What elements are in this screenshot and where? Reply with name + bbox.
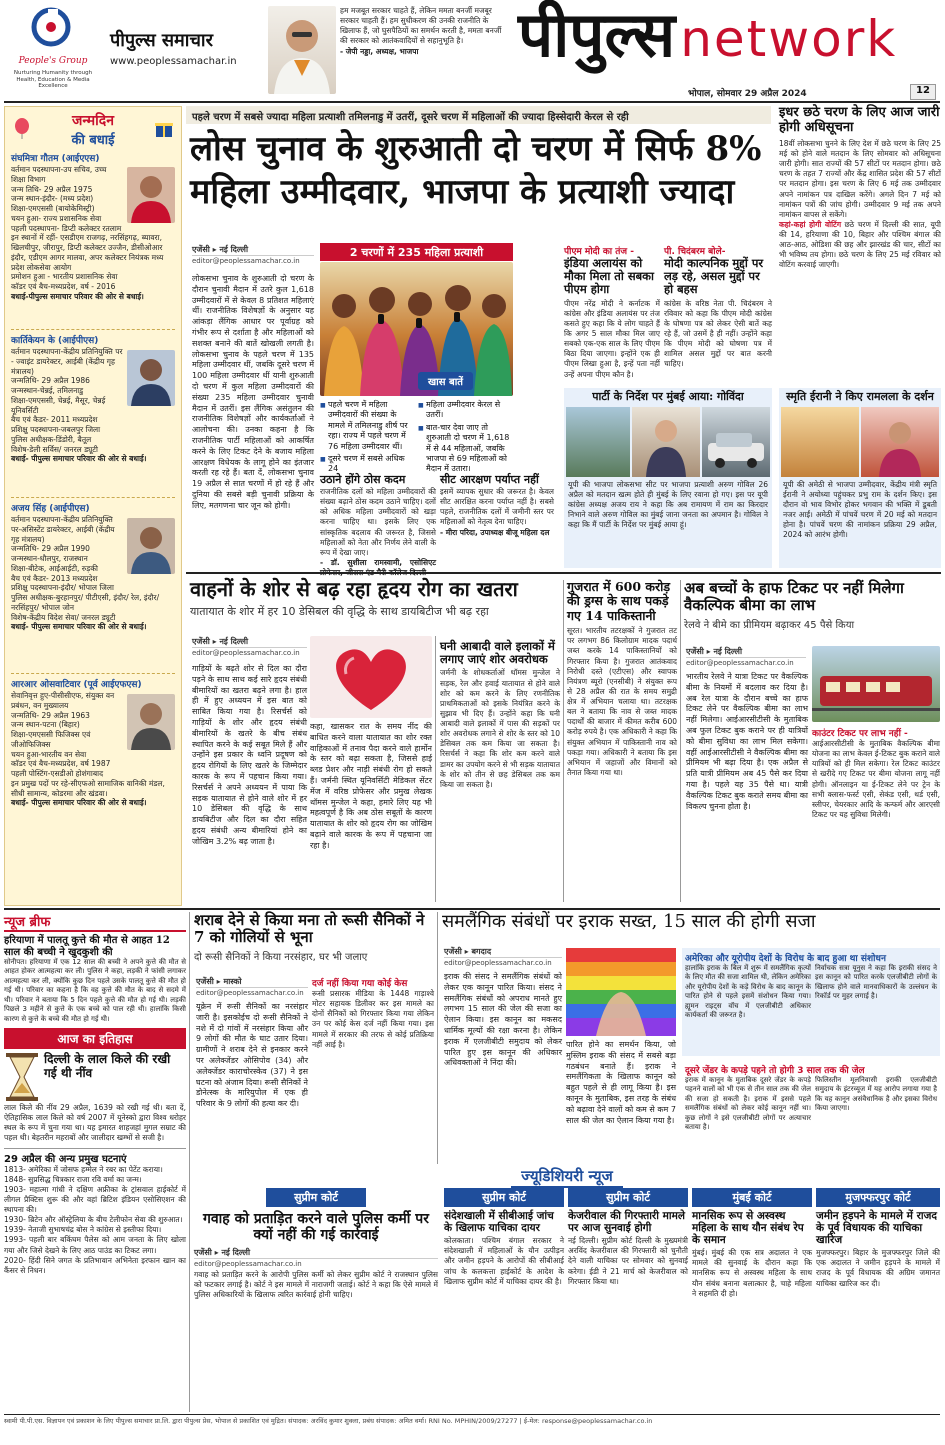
birthday-details-cont: [11, 574, 175, 633]
birthday-sidebar: [4, 106, 182, 906]
lead-sub-1-block: [320, 472, 436, 566]
heart-byline-block: [192, 636, 307, 662]
court-tag: सुप्रीम कोर्ट: [266, 1188, 366, 1207]
detail-line: विशेष-केंद्रीय विदेश सेवा/ जनरल ड्यूटी: [11, 612, 116, 622]
quote-author: - जेपी नड्डा, अध्यक्ष, भाजपा: [340, 46, 419, 56]
byline-location: मास्को: [223, 977, 242, 986]
lead-headline-2: महिला उम्मीदवार, भाजपा के प्रत्याशी ज्यादा: [190, 172, 735, 213]
detail-line: जन्मतिथि- 29 अप्रैल 1963: [11, 710, 90, 720]
smriti-photos: [779, 407, 941, 477]
iraq-box-1-cols: [685, 964, 937, 1021]
peoples-group-emblem: [26, 6, 76, 52]
detail-line: इन प्रमुख पदों पर रहे-सीएफओ सामाजिक वानिकी मंडल, सीधी सामान्य, कोडरमा और खंडवा।: [11, 778, 165, 798]
column-divider: [437, 912, 438, 1164]
detail-line: वर्तमान पदस्थापना-केंद्रीय प्रतिनियुक्ति पर - ज्वाइंट डायरेक्टर, आईबी (केंद्रीय गृह मंत्रालय): [11, 347, 123, 376]
byline-agency: एजेंसी: [192, 245, 210, 254]
lead-bullet: ■ महिला उम्मीदवार केरल से उतरीं।: [418, 400, 514, 421]
history-event: 1993- पहली बार बकिंघम पैलेस को आम जनता के लिए खोला गया और जिसे देखने के लिए आठ पाउंड का टिकट लगा।: [4, 1235, 186, 1255]
page-number: 12: [910, 84, 936, 100]
noise-headline: घनी आबादी वाले इलाकों में लगाए जाएं शोर अवरोधक: [440, 639, 555, 667]
detail-line: शिक्षा-एमएससी फिजिक्स एवं जीओफिजिक्स: [11, 730, 91, 749]
byline-location: नई दिल्ली: [219, 245, 249, 254]
news-brief: [4, 912, 186, 1024]
iraq-byline: एजेंसी ▸ बगदाद: [444, 947, 492, 956]
lead-sub-1-text: राजनीतिक दलों को महिला उम्मीदवारों की संख्या बढ़ाने ठोस कदम उठाने चाहिए। दलों को अधिक महिला उम्मीदवारों को खड़ा करना चाहिए था। इसके लिए एक सांस्कृतिक बदलाव की जरूरत है, जिससे महिलाओं को नेता और निर्णय लेने वाली के रूप में देखा जाए।: [320, 487, 436, 557]
birthday-photo: [127, 350, 175, 406]
child-ticket-headline: अब बच्चों के हाफ टिकट पर नहीं मिलेगा वैकल्पिक बीमा का लाभ: [684, 579, 904, 615]
russia-case-block: [312, 976, 434, 1162]
detail-line: वर्तमान पदस्थापना-केंद्रीय प्रतिनियुक्ति पर-असिस्टेंट डायरेक्टर, आईबी (केंद्रीय गृह मंत्रालय): [11, 515, 115, 544]
heart-photo: [310, 636, 432, 718]
counter-ticket-text: आईआरसीटीसी के मुताबिक वैकल्पिक बीमा योजना का लाभ केवल ई-टिकट बुक कराने वाले यात्रियों को ही मिल सकेगा। रेल टिकट काउंटर से खरीदे गए टिकट पर बीमा योजना लागू नहीं होगी। ऑनलाइन या ई-टिकट लेने पर ट्रेन के सभी क्लास-फर्स्ट एसी, सेकंड एसी, थर्ड एसी, स्लीपर, चेयरकार आदि के कन्फर्म और आरएसी टिकट पर यह सुविधा मिलेगी।: [812, 739, 940, 819]
child-byline-block: [686, 646, 806, 668]
byline-agency: एजेंसी: [686, 647, 704, 656]
police-byline: एजेंसी ▸ नई दिल्ली: [194, 1248, 251, 1258]
heart-email: editor@peoplessamachar.co.in: [192, 647, 307, 657]
detail-line: इन स्थानों में रहीं- एसडीएम राजगढ़, नरसिंहगढ़, ब्यावरा, खिलचीपुर, जीरापुर, डिप्टी कलेक्टर उज्जैन, डीसीओआर इंदौर, एडीएम आगर मालवा, अपर कलेक्टर नियंत्रक मध्य प्रदेश लोकसेवा आयोग: [11, 233, 164, 272]
portrait-illustration: [268, 6, 336, 94]
detail-line: शिक्षा-बीटेक, आईआईटी, रुड़की: [11, 563, 98, 573]
police-email: editor@peoplessamachar.co.in: [194, 1258, 438, 1268]
brand-name: People's Group: [18, 56, 88, 66]
pride-photo: [566, 948, 676, 1036]
russia-headline-block: [194, 912, 434, 974]
russia-body-2: रूसी प्रसारक मीडिया के 1448 गाड़ाश्वे मोटर सहायक डिलीवर कर इस मामले का दोनों सैनिकों को गिरफ्तार किया गया लेकिन उन पर कोई केस दर्ज नहीं किया गया। इस मामले में सरकार की तरफ से कोई प्रतिक्रिया नहीं आई है।: [312, 989, 434, 1049]
person-portrait-icon: [127, 694, 175, 750]
birthday-card: [11, 673, 175, 873]
detail-line: पहली पोस्टिंग-एसडीओ होशंगाबाद: [11, 769, 104, 778]
child-body: भारतीय रेलवे ने यात्रा टिकट पर वैकल्पिक बीमा के नियमों में बदलाव कर दिया है। अब रेल यात्रा के दौरान बच्चे का हाफ टिकट लेने पर वैकल्पिक बीमा का लाभ नहीं मिलेगा। आईआरसीटीसी के मुताबिक अब फुल टिकट बुक कराने पर ही यात्रियों को बीमा सुविधा का लाभ मिल सकेगा। वहीं आईआरसीटीसी ने वैकल्पिक बीमा का प्रीमियम भी बढ़ा दिया है। एक अप्रैल से प्रति यात्री प्रीमियम अब 45 पैसे कर दिया गया है। पहले यह 35 पैसे था। यात्री वैकल्पिक टिकट बुक कराते समय बीमा का विकल्प चुनना होता है।: [686, 672, 808, 811]
kejriwal-headline: केजरीवाल की गिरफ्तारी मामले पर आज सुनवाई होगी: [568, 1210, 685, 1235]
drugs-story: [567, 580, 677, 902]
history-section: [4, 1028, 186, 1410]
birthday-photo: [127, 694, 175, 750]
drugs-text: सूरत। भारतीय तटरक्षकों ने गुजरात तट पर लगभग 86 किलोग्राम मादक पदार्थ जब्त करके 14 पाकिस्तानियों को गिरफ्तार किया है। गुजरात आतंकवाद निरोधी दस्ते (एटीएस) और स्वापक नियंत्रण ब्यूरो (एनसीबी) ने संयुक्त रूप से 28 अप्रैल की रात के समय समुद्री क्षेत्र में अभियान चलाया था। तटरक्षक बल ने बताया कि नाव से जब्त मादक पदार्थों की बाजार में कीमत करीब 600 करोड़ रुपये है। एक अधिकारी ने कहा कि संयुक्त अभियान में पाकिस्तानी नाव को पकड़ा गया। अधिकारी ने बताया कि इस अभियान में जहाजों और विमानों को तैनात किया गया था।: [567, 626, 677, 777]
child-ticket-sub: रेलवे ने बीमे का प्रीमियम बढ़ाकर 45 पैसे किया: [684, 619, 855, 631]
lead-bullet: ■ दूसरे चरण में सबसे अधिक 24: [320, 454, 416, 475]
website: www.peoplessamachar.in: [110, 56, 237, 67]
hourglass-icon: [4, 1053, 40, 1101]
smriti-photo-1: [781, 407, 859, 477]
govil-photos: [564, 407, 772, 477]
govil-photo-2: [632, 407, 700, 477]
lead-sub-2-text: इसमें व्यापक सुधार की जरूरत है। केवल सीट आरक्षित करना पर्याप्त नहीं है। सबसे पहले, राजनीतिक दलों में जमीनी स्तर पर महिलाओं को नेतृत्व देना चाहिए।: [440, 487, 554, 527]
heart-headline: वाहनों के शोर से बढ़ रहा हृदय रोग का खतरा: [190, 577, 518, 601]
birthday-photo: [127, 518, 175, 574]
detail-line: चयन हुआ-भारतीय वन सेवा: [11, 749, 87, 759]
lead-byline-block: [192, 244, 314, 270]
iraq-box-2-cols: [685, 1076, 937, 1133]
masthead-rule: [4, 101, 940, 103]
smriti-headline: स्मृति ईरानी ने किए रामलला के दर्शन: [786, 390, 934, 403]
detail-line: जन्मतिथि- 29 अप्रैल 1986: [11, 376, 90, 386]
iraq-box-1-text: हालांकि इराक के बिल में शुरू में समलैंगिक कृत्यों के लिए मौत की सजा शामिल थी, लेकिन अमेरिका और यूरोपीय देशों के कड़े विरोध के बाद कानून के पारित होने से पहले इसमें संशोधन किया गया। ह्यूमन राइट्स वॉच में एलजीबीटी अधिकार कार्यकर्ता की जरूरत है।: [685, 964, 811, 1020]
judiciary-banner: ज्यूडिशियरी न्यूज: [511, 1166, 622, 1188]
judiciary-kejriwal: [568, 1188, 688, 1410]
iraq-body: इराक की संसद ने समलैंगिक संबंधों को लेकर एक कानून पारित किया। संसद ने समलैंगिक संबंधों को अपराध मानते हुए लगभग 15 साल की जेल की सजा का ऐलान किया। इस कानून का मकसद धार्मिक मूल्यों की रक्षा करना है। लेकिन इराक में एलजीबीटी समुदाय को लेकर पारित हुए इस कानून की अधिकार अधिवक्ताओं ने निंदा की।: [444, 972, 562, 1068]
iraq-box-2-head: दूसरे जेंडर के कपड़े पहने तो होगी 3 साल तक की जेल: [685, 1066, 865, 1076]
court-tag: सुप्रीम कोर्ट: [568, 1188, 688, 1207]
iraq-email: editor@peoplessamachar.co.in: [444, 957, 562, 967]
court-tag: सुप्रीम कोर्ट: [444, 1188, 564, 1207]
lead-bullet: ■ बात-चार देवा जाए तो शुरुआती दो चरण में 1,618 में से 44 महिलाओं, जबकि भाजपा से 69 महिलाओं को मैदान में उतारा।: [418, 423, 514, 475]
russia-headline: शराब देने से किया मना तो रूसी सैनिकों ने 7 को गोलियों से भूना: [194, 911, 425, 947]
column-divider: [435, 636, 436, 902]
heart-headline-block: [190, 578, 560, 634]
women-voters-illustration: [320, 262, 513, 396]
birthday-details-cont: [11, 214, 175, 302]
top-band: पहले चरण में सबसे ज्यादा महिला प्रत्याशी तमिलनाडु में उतरीं, दूसरे चरण में महिलाओं की ज्यादा हिस्सेदारी केरल से रही: [186, 106, 771, 124]
heart-sub: यातायात के शोर में हर 10 डेसिबल की वृद्धि के साथ डायबिटीज भी बढ़ रहा: [190, 605, 489, 618]
detail-line: पहली पदस्थापना- डिप्टी कलेक्टर रतलाम: [11, 223, 122, 233]
lead-bullets-left: [320, 400, 416, 476]
iraq-box-1: [682, 948, 940, 1056]
lead-email: editor@peoplessamachar.co.in: [192, 255, 314, 265]
byline-location: बगदाद: [471, 947, 492, 956]
heart-body-2: कहा, खासकर रात के समय नींद की बाधित करने वाला यातायात का शोर रक्त वाहिकाओं में तनाव पैदा करने वाले हार्मोन के स्तर को बढ़ा सकता है, जिससे हाई ब्लड प्रेशर और नाड़ी संबंधी रोग हो सकते हैं। जर्मनी स्थित यूनिवर्सिटी मेडिकल सेंटर मेंज में वरिष्ठ प्रोफेसर और प्रमुख लेखक थॉमस मुन्जेल ने कहा, हमारे लिए यह भी महत्वपूर्ण है कि अब ठोस सबूतों के कारण यातायात के शोर को हृदय रोग का जोखिम बढ़ाने वाले कारक के रूप में पहचाना जा रहा है।: [310, 722, 432, 850]
pm-tag: पीएम मोदी का तंज -: [564, 247, 634, 257]
noise-text: जर्मनी के शोधकर्ताओं थॉमस मुन्जेल ने सड़क, रेल और हवाई यातायात से होने वाले शोर को कम करने के लिए रणनीतिक प्राथमिकताओं को इसके नियंत्रित करने के सुझाव भी दिए हैं। उन्होंने कहा कि घनी आबादी वाले इलाकों में पास की सड़कों पर शोर अवरोधक लगाने से शोर के स्तर को 10 डेसिबल तक कम किया जा सकता है। रिसर्चर्स ने कहा कि शोर कम करने वाले डामर का उपयोग करने से भी सड़क यातायात के शोर को तीन से छह डेसिबल तक कम किया जा सकता है।: [440, 668, 560, 789]
rainbow-hands-icon: [566, 948, 676, 1036]
detail-line: शिक्षा-एमएससी, चेन्नई, मैसूर, चेन्नई यूनिवर्सिटी: [11, 395, 106, 415]
detail-line: कॉडर एवं बैच-मध्यप्रदेश, वर्ष 1987: [11, 759, 111, 769]
detail-line: बैच एवं कैडर- 2013 मध्यप्रदेश: [11, 573, 98, 583]
birthday-list: [5, 151, 181, 873]
pm-story: [564, 244, 660, 386]
byline-agency: एजेंसी: [444, 947, 462, 956]
history-event: 1813- अमेरिका में जोसफ हम्मेल ने रबर का पेटेंट कराया।: [4, 1164, 163, 1174]
lead-sub-2-credit: - मीरा परिदा, उपाध्यक्ष बीजू महिला दल: [440, 527, 550, 537]
person-portrait-icon: [127, 350, 175, 406]
counter-ticket-block: [812, 726, 940, 902]
detail-line: शिक्षा-एमएससी (बायोकेमिस्ट्री): [11, 204, 95, 213]
column-divider: [189, 912, 190, 1412]
iraq-body-2: पारित होने का समर्थन किया, जो मुस्लिम इराक की संसद में सबसे बड़ा गठबंधन बनाते हैं। इराक ने समलैंगिकता के खिलाफ कानून को बहुत पहले से ही लागू किया है। इस कानून के मुताबिक, इस तरह के संबंध को बढ़ावा देने वालों को कम से कम 7 साल की जेल का ऐलान किया गया है।: [566, 1040, 676, 1125]
birthday-wish: बधाई- पीपुल्स समाचार परिवार की ओर से बधाई।: [11, 454, 147, 464]
imprint-footer: स्वामी पी.पी.एस. विज्ञापन एवं प्रकाशन के लिए पीपुल्स समाचार प्रा.लि. द्वारा पीपुल्स प्रेस, भोपाल से प्रकाशित एवं मुद्रित। संपादक: अरविंद कुमार शुक्ला, प्रबंध संपादक: अमित वर्मा। RNI No. MPHIN/2009/27277 | ई-मेल: response@peoplessamachar.co.in: [4, 1417, 653, 1425]
iraq-box-2: [682, 1060, 940, 1164]
phase-six-sub: कहां-कहां होगी वोटिंग: [779, 219, 842, 229]
court-tag: मुंबई कोर्ट: [692, 1188, 812, 1207]
quote-author-photo: [268, 6, 336, 94]
birthday-card: [11, 497, 175, 673]
iraq-byline-block: [444, 946, 562, 968]
history-event: 1848- सुप्रसिद्ध चित्रकार राजा रवि वर्मा का जन्म।: [4, 1174, 142, 1184]
chidambaram-text: कांग्रेस के वरिष्ठ नेता पी. चिदंबरम ने रविवार को कहा कि पीएम मोदी कांग्रेस के घोषणा पत्र को लेकर ऐसी बातें कह रहे हैं, जो उसमें है ही नहीं। उन्होंने कहा कि पीएम मोदी को घोषणा पत्र में शामिल असल मुद्दों पर बात करनी चाहिए।: [664, 298, 772, 369]
birthday-wish: बधाई- पीपुल्स समाचार परिवार की ओर से बधाई।: [11, 798, 147, 808]
detail-line: प्रशिक्षु पदस्थापना-इंदौर/ भोपाल जिला: [11, 583, 114, 593]
cbi-headline: संदेशखाली में सीबीआई जांच के खिलाफ याचिका दायर: [444, 1210, 554, 1235]
lead-sub-2-block: [440, 472, 554, 566]
lead-photo: [320, 262, 513, 396]
history-heading: आज का इतिहास: [4, 1028, 186, 1049]
birthday-person-name: संघमित्रा गौतम (आईएएस): [11, 154, 100, 164]
detail-line: बैच एवं कैडर- 2011 मध्यप्रदेश: [11, 415, 98, 425]
news-brief-headline: हरियाणा में पालतू कुत्ते की मौत से आहत 12 साल की बच्ची ने खुदकुशी की: [4, 935, 170, 958]
detail-line: प्रमोशन हुआ - भारतीय प्रशासनिक सेवा: [11, 272, 118, 282]
masthead-title: [518, 0, 938, 86]
birthday-heading: [5, 107, 181, 151]
russia-byline-block: [196, 976, 308, 998]
iraq-headline: समलैंगिक संबंधों पर इराक सख्त, 15 साल की होगी सजा: [442, 911, 816, 932]
judiciary-mumbai: [692, 1188, 812, 1410]
birthday-details-cont: [11, 415, 175, 464]
detail-line: कॉडर एवं बैच-मध्यप्रदेश, वर्ष - 2016: [11, 282, 116, 291]
section-rule: [186, 572, 941, 574]
child-ticket-headline-block: [684, 580, 940, 642]
birthday-person-name: कार्तिकेयन के (आईपीएस): [11, 336, 99, 346]
chidambaram-story: [664, 244, 772, 386]
car-icon: [702, 407, 770, 477]
muzaffarpur-headline: जमीन हड़पने के मामले में राजद के पूर्व विधायक की याचिका खारिज: [816, 1210, 937, 1247]
detail-line: जन्म स्थान-पटना (बिहार): [11, 720, 80, 730]
govil-text: यूपी की भाजपा लोकसभा सीट पर भाजपा प्रत्याशी अरुण गोविल 26 अप्रैल को मतदान खत्म होते ही मुंबई के लिए रवाना हो गए। इस पर यूपी कांग्रेस अध्यक्ष अजय राय ने कहा कि अब रामायण में राम का किरदार निभाने वाले अरुण गोविल का मुंबई जाना जनता का अपमान है। गोविल ने कहा कि मैं पार्टी के निर्देश पर मुंबई आया हूं।: [568, 479, 768, 530]
drugs-headline: गुजरात में 600 करोड़ की ड्रग्स के साथ पकड़े गए 14 पाकिस्तानी: [567, 579, 671, 623]
judiciary-banner-block: [194, 1166, 940, 1186]
iraq-box-2-text: इराक में कानून के मुताबिक दूसरे जेंडर के कपड़े पहनने वालों को भी एक से तीन साल तक की जेल की सजा हो सकती है। इराक में इससे पहले समलैंगिक संबंधों को लेकर कोई कानून नहीं था। कुछ लोगों ने इसे एलजीबीटी लोगों पर अत्याचार बताया है।: [685, 1076, 811, 1132]
footer-rule: [4, 1414, 940, 1415]
birthday-details-cont: [11, 750, 175, 809]
iraq-box-1-head: अमेरिका और यूरोपीय देशों के विरोध के बाद हुआ था संशोधन: [685, 954, 886, 964]
russia-email: editor@peoplessamachar.co.in: [196, 987, 308, 997]
detail-line: वर्तमान पदस्थापना-उप सचिव, उच्च शिक्षा विभाग: [11, 165, 107, 184]
history-event: 1903- महात्मा गांधी ने दक्षिण अफ्रीका के ट्रांसवाल हाईकोर्ट में लीगल प्रैक्टिस शुरू की और वहां ब्रिटिश इंडियन एसोसिएशन की स्थापना की।: [4, 1184, 186, 1214]
govil-box: [564, 388, 772, 568]
russia-byline: एजेंसी ▸ मास्को: [196, 977, 242, 986]
judiciary-police: [194, 1188, 438, 1410]
govil-headline: पार्टी के निर्देश पर मुंबई आया: गोविंदा: [592, 390, 744, 403]
phase-six-story: [779, 106, 941, 398]
child-email: editor@peoplessamachar.co.in: [686, 657, 806, 667]
column-divider: [563, 580, 564, 902]
lead-photo-caption: खास बातें: [418, 372, 473, 390]
byline-location: नई दिल्ली: [219, 637, 249, 646]
detail-line: जन्मस्थान-चेन्नई, तमिलनाडु: [11, 386, 84, 395]
court-tag: मुजफ्फरपुर कोर्ट: [816, 1188, 940, 1207]
govil-photo-3: [702, 407, 770, 477]
smriti-photo-2: [861, 407, 939, 477]
iraq-headline-block: [442, 912, 940, 946]
lead-headline: [190, 130, 770, 240]
train-photo: [812, 646, 940, 722]
russia-sub-2: दर्ज नहीं किया गया कोई केस: [312, 979, 408, 989]
smriti-box: [779, 388, 941, 568]
birthday-person-name: अजय सिंह (आईपीएस): [11, 504, 90, 514]
kejriwal-text: नई दिल्ली। सुप्रीम कोर्ट दिल्ली के मुख्यमंत्री अरविंद केजरीवाल की गिरफ्तारी को चुनौती देने वाली याचिका पर सोमवार को सुनवाई करेगा। ईडी ने 21 मार्च को केजरीवाल को गिरफ्तार किया था।: [568, 1236, 688, 1286]
counter-ticket-head: काउंटर टिकट पर लाभ नहीं -: [812, 729, 908, 739]
birthday-heading-top: जन्मदिन: [71, 113, 115, 129]
history-headline: दिल्ली के लाल किले की रखी गई थी नींव: [44, 1052, 171, 1080]
birthday-card: [11, 151, 175, 329]
russia-body: यूक्रेन में रूसी सैनिकों का नरसंहार जारी है। इसकोईच दो रूसी सैनिकों ने नशे में दो गांवों में नरसंहार किया और 9 लोगों की मौत के घाट उतार दिया। ग्रामीणों ने शराब देने से इनकार करने पर अलेक्जेंडर ओसिपोव (34) और अलेक्जेंडर काराचोरस्केव (37) ने इस घटना को अंजाम दिया। रूसी सैनिकों ने डोनेत्स्क के मारियुपोल में एक ही परिवार के 9 लोगों की हत्या कर दी।: [196, 1002, 308, 1109]
birthday-wish: बधाई-पीपुल्स समाचार परिवार की ओर से बधाई।: [11, 291, 144, 301]
gift-icon: [153, 117, 175, 139]
news-brief-heading: न्यूज ब्रीफ: [4, 912, 186, 932]
detail-line: पुलिस अधीक्षक-डिंडोरी, बैतूल: [11, 434, 92, 444]
lead-sub-2: सीट आरक्षण पर्याप्त नहीं: [440, 473, 539, 486]
iraq-box-1-text-2: निर्वाचक सत्रा यूनुस ने कहा कि इराकी संसद ने इस कानून को पारित करके एलजीबीटी लोगों के खिलाफ होने वाले मानवाधिकारों के उल्लंघन के रिकॉर्ड पर मुहर लगाई है।: [815, 964, 937, 1001]
byline-location: नई दिल्ली: [221, 1248, 251, 1258]
column-divider: [680, 580, 681, 902]
lead-sub-1: उठाने होंगे ठोस कदम: [320, 473, 406, 486]
lead-byline: एजेंसी ▸ नई दिल्ली: [192, 245, 249, 254]
lead-headline-1: लोस चुनाव के शुरुआती दो चरण में सिर्फ 8%: [190, 129, 762, 169]
detail-line: प्रशिक्षु पदस्थापना-जबलपुर जिला: [11, 425, 101, 434]
section-rule: [4, 908, 940, 910]
byline-agency: एजेंसी: [194, 1248, 212, 1258]
pm-text: पीएम नरेंद्र मोदी ने कर्नाटक में कांग्रेस और इंडिया अलायंस पर तंज कसते हुए कहा कि ये लोग चाहते हैं कि अगर 5 साल मौका मिल जाए सबको एक-एक साल के लिए पीएम बिठा दिया जाएगा। इन्होंने एक ही पीएम लिखा हुआ है, इन्हें पता नहीं उन्हें अपना पीएम कौन है।: [564, 298, 660, 379]
paper-name-block: [110, 28, 270, 88]
lead-body: लोकसभा चुनाव के शुरुआती दो चरण के दौरान चुनावी मैदान में उतरे कुल 1,618 उम्मीदवारों में से केवल 8 प्रतिशत महिलाएं थीं। राजनीतिक विशेषज्ञों के अनुसार यह आंकड़ा लैंगिक आधार पर पूर्वाग्रह को गंभीर रूप से दर्शाता है और महिलाओं को सशक्त बनाने की बातें खोखली लगती है। लोकसभा चुनाव के पहले चरण में 135 महिला उम्मीदवार थीं, जबकि दूसरे चरण में 100 महिला उम्मीदवार थीं यानी शुरुआती दो चरण में कुल महिला उम्मीदवारों की संख्या 235 महिला उम्मीदवार चुनावी मैदान में उतरीं। इस लैंगिक असंतुलन की राजनीतिक विशेषज्ञों और कार्यकर्ताओं ने आलोचना की। उनका कहना है कि राजनीतिक पार्टी महिलाओं को आकर्षित करने के लिए टिकट देने के बजाय महिला आरक्षण विधेयक के लागू होने का इंतजार करती रह रहे हैं। बता दें, लोकसभा चुनाव 19 अप्रैल से सात चरणों में हो रहे हैं और दुनिया की सबसे बड़ी चुनावी प्रक्रिया के लिए, मतगणना चार जून को होगी।: [192, 274, 314, 510]
detail-line: चयन हुआ- राज्य प्रशासनिक सेवा: [11, 213, 102, 223]
history-event: 1939- नेताजी सुभाषचंद्र बोस ने कांग्रेस से इस्तीफा दिया।: [4, 1225, 162, 1235]
detail-line: पुलिस अधीक्षक-बुरहानपुर/ पीटीएसी, इंदौर/ रेल, इंदौर/ नरसिंहपुर/ भोपाल जोन: [11, 593, 160, 612]
byline-agency: एजेंसी: [192, 637, 210, 646]
birthday-heading-bottom: की बधाई: [71, 133, 115, 148]
train-icon: [812, 646, 940, 722]
russia-sub: दो रूसी सैनिकों ने किया नरसंहार, घर भी जलाए: [194, 951, 368, 963]
detail-line: विशेष-डेली सर्विस/ जनरल ड्यूटी: [11, 444, 98, 454]
chidambaram-tag: पी. चिदंबरम बोले-: [664, 247, 726, 257]
lead-bullets-right: [418, 400, 514, 476]
peoples-group-logo: [4, 6, 102, 100]
title-hindi: पीपुल्स: [518, 0, 676, 71]
news-brief-text: सोनीपत। हरियाणा में एक 12 साल की बच्ची ने अपने कुत्ते की मौत से आहत होकर आत्महत्या कर ली। पुलिस ने कहा, लड़की ने फांसी लगाकर आत्महत्या कर ली, क्योंकि कुछ दिन पहले उसके पालतू कुत्ते की मौत हो गई थी। परिवार का कहना है कि वह कुत्ते की मौत के बाद से सदमे में थी। परिवार ने बताया कि 5 दिन पहले कुत्ते की मौत हो गई थी। लड़की पिछले 3 महीने से कुत्ते के एक बच्चे को पाल रही थी। हालांकि किसी कारण से कुत्ते के बच्चे की मौत हो गई थी।: [4, 958, 186, 1023]
quote-text: हम मजबूत सरकार चाहते हैं, लेकिन ममता बनर्जी मजबूर सरकार चाहती हैं। हम सुधीकरण की उनकी राजनीति के खिलाफ हैं, जो घुसपैठियों का समर्थन करती है, ममता बनर्जी की सरकार को आतंकवादियों से सहानुभूति है।: [340, 6, 502, 46]
phase-six-sub-text: छठे चरण में दिल्ली की सात, यूपी की 14, हरियाणा की 10, बिहार और पश्चिम बंगाल की आठ-आठ, ओडिशा की छह और झारखंड की चार, सीटों का भी भविष्य तय होगा। छठे चरण के लिए 25 मई रविवार को वोटिंग करवाई जाएगी।: [779, 219, 942, 270]
detail-line: जन्म तिथि- 29 अप्रैल 1975: [11, 184, 93, 194]
history-events: [4, 1165, 186, 1276]
history-event: 2020- हिंदी सिने जगत के प्रतिभावान अभिनेता इरफान खान का कैंसर से निधन।: [4, 1255, 186, 1275]
quote-block: [340, 6, 508, 96]
lead-photo-banner: 2 चरणों में 235 महिला प्रत्याशी: [320, 243, 513, 261]
muzaffarpur-text: मुजफ्फरपुर। बिहार के मुजफ्फरपुर जिले की एक अदालत ने जमीन हड़पने के मामले में राजद के पूर्व विधायक की अग्रिम जमानत याचिका खारिज कर दी।: [816, 1248, 940, 1288]
noise-story: [440, 640, 560, 902]
heart-body: गाड़ियों के बढ़ते शोर से दिल का दौरा पड़ने के साथ साथ कई सारे हृदय संबंधी बीमारियों का खतरा बढ़ने लगा है। हाल ही में हुए अध्ययन में इस बात को साबित किया गया है। रिसर्चर्स को गाड़ियों के शोर और हृदय संबंधी बीमारियों के खतरे के बीच संबंध स्थापित करने के कई सबूत मिले हैं और उन्होंने इस प्रकार के ध्वनि प्रदूषण को हृदय रोगियों के लिए खतरे के जिम्मेदार कारक के रूप में पहचान किया गया। रिसर्चर्स ने अपने अध्ययन में पाया कि सड़क यातायात से होने वाले शोर में हर 10 डेसिबल की वृद्धि के साथ डायबिटीज और दिल का दौरा सहित हृदय संबंधी अन्य बीमारियां होने का जोखिम 3.2% बढ़ जाता है।: [192, 664, 307, 846]
brand-tagline: Nurturing Humanity through Health, Education & Media Excellence: [13, 70, 93, 90]
iraq-box-2-text-2: फिलिस्तीन मूलनिवासी इराकी एलजीबीटी समुदाय के इंटरव्यूज में यह आरोप लगाया गया है कि यह कानून असंवैधानिक है और इसका विरोध किया जाएगा।: [815, 1076, 937, 1113]
person-portrait-icon: [632, 407, 700, 477]
detail-line: जन्म स्थान-इंदौर- (मध्य प्रदेश): [11, 194, 94, 204]
paper-name-small: पीपुल्स समाचार: [110, 30, 213, 51]
birthday-person-name: आरआर ओसवाटिवार (पूर्व आईएफएस): [11, 680, 142, 690]
mumbai-headline: मानसिक रूप से अस्वस्थ महिला के साथ यौन संबंध रेप के समान: [692, 1210, 804, 1247]
lead-bullet: ■ पहले चरण में महिला उम्मीदवारों की संख्या के मामले में तमिलनाडु शीर्ष पर रहा। राज्य में पहले चरण में 76 महिला उम्मीदवार थीं।: [320, 400, 416, 452]
byline-agency: एजेंसी: [196, 977, 214, 986]
judiciary-cbi: [444, 1188, 564, 1410]
birthday-card: [11, 329, 175, 497]
cbi-text: कोलकाता। पश्चिम बंगाल सरकार ने संदेशखाली में महिलाओं के यौन उत्पीड़न और जमीन हड़पने के आरोपों की सीबीआई जांच के कलकत्ता हाईकोर्ट के आदेश के खिलाफ सुप्रीम कोर्ट में याचिका दायर की है।: [444, 1236, 564, 1286]
police-headline: गवाह को प्रताड़ित करने वाले पुलिस कर्मी पर क्यों नहीं की गई कार्रवाई: [202, 1211, 429, 1244]
chidambaram-headline: मोदी काल्पनिक मुद्दों पर लड़ रहे, असल मुद्दों पर हो बहस: [664, 256, 764, 297]
dateline: भोपाल, सोमवार 29 अप्रैल 2024: [688, 89, 807, 99]
history-event: 1930- ब्रिटेन और ऑस्ट्रेलिया के बीच टेलीफोन सेवा की शुरुआत।: [4, 1215, 183, 1225]
byline-location: नई दिल्ली: [713, 647, 743, 656]
pm-headline: इंडिया अलायंस को मौका मिला तो सबका पीएम होगा: [564, 256, 654, 297]
heart-icon: [310, 636, 432, 718]
phase-six-more: [779, 220, 941, 271]
govil-photo-1: [566, 407, 630, 477]
judiciary-muzaffarpur: [816, 1188, 940, 1410]
detail-line: जन्मस्थान-धौलपुर, राजस्थान: [11, 554, 88, 563]
birthday-wish: बधाई- पीपुल्स समाचार परिवार की ओर से बधाई।: [11, 622, 147, 632]
child-byline: एजेंसी ▸ नई दिल्ली: [686, 647, 743, 656]
person-portrait-icon: [127, 518, 175, 574]
balloon-icon: [11, 117, 33, 139]
history-text: लाल किले की नींव 29 अप्रैल, 1639 को रखी गई थी। बता दें, ऐतिहासिक लाल किले को वर्ष 2007 में यूनेस्को द्वारा विश्व धरोहर स्थल के रूप में चुना गया था। यह इमारत शाहजहां मुगल सम्राट की पहल थी। बेहतरीन महराबों और जालीदार खम्भों से सजी है।: [4, 1103, 186, 1143]
detail-line: सेवानिवृत्त हुए-पीसीसीएफ, संयुक्त वन प्रबंधन, वन मुख्यालय: [11, 691, 115, 710]
phase-six-headline: इधर छठे चरण के लिए आज जारी होगी अधिसूचना: [779, 105, 940, 135]
detail-line: जन्मतिथि- 29 अप्रैल 1990: [11, 544, 90, 554]
smriti-text: यूपी की अमेठी से भाजपा उम्मीदवार, केंद्रीय मंत्री स्मृति ईरानी ने अयोध्या पहुंचकर प्रभु राम के दर्शन किए। इस दौरान वो भाव विभोर होकर भगवान की भक्ति में डूबती नजर आईं। अमेठी में पांचवें चरण में 20 मई को मतदान होना है। पांचवें चरण की नामांकन प्रक्रिया 29 अप्रैल, 2024 को आरंभ होगी।: [783, 479, 937, 540]
phase-six-text: 18वीं लोकसभा चुनने के लिए देश में छठे चरण के लिए 25 मई को होने वाले मतदान के लिए सोमवार को अधिसूचना जारी होगी। सात राज्यों की 57 सीटों पर मतदान होगा। छठे चरण के तहत 7 राज्यों और केंद्र शासित प्रदेश की 57 सीटों पर मतदान होगा। इस चरण के लिए 6 मई तक उम्मीदवार अपने नामांकन पत्र दाखिल करेंगे। अगले दिन 7 मई को नामांकन पत्रों की जांच होगी। उम्मीदवार 9 मई तक अपने नामांकन वापस ले सकेंगे।: [779, 138, 941, 219]
police-text: गवाह को प्रताड़ित करने के आरोपी पुलिस कर्मी को लेकर सुप्रीम कोर्ट ने राजस्थान पुलिस को फटकार लगाई है। कोर्ट ने इस मामले में नाराजगी जताई। कोर्ट ने कहा कि ऐसे मामले में पुलिस अधिकारियों के खिलाफ त्वरित कार्रवाई होनी चाहिए।: [194, 1270, 438, 1300]
birthday-photo: [127, 167, 175, 223]
mumbai-text: मुंबई। मुंबई की एक सत्र अदालत ने एक मामले की सुनवाई के दौरान कहा कि मानसिक रूप से अस्वस्थ महिला के साथ यौन संबंध बनाना बलात्कार है, चाहे महिला ने सहमति दी हो।: [692, 1248, 812, 1298]
heart-byline: एजेंसी ▸ नई दिल्ली: [192, 637, 249, 646]
history-list-heading: 29 अप्रैल की अन्य प्रमुख घटनाएं: [4, 1148, 186, 1165]
lead-sub-1-credit: - डॉ. सुशीला रामस्वामी, एसोसिएट: [320, 557, 436, 567]
title-network: network: [680, 10, 898, 68]
person-portrait-icon: [127, 167, 175, 223]
person-portrait-icon: [861, 407, 939, 477]
history-lead: [4, 1053, 186, 1101]
